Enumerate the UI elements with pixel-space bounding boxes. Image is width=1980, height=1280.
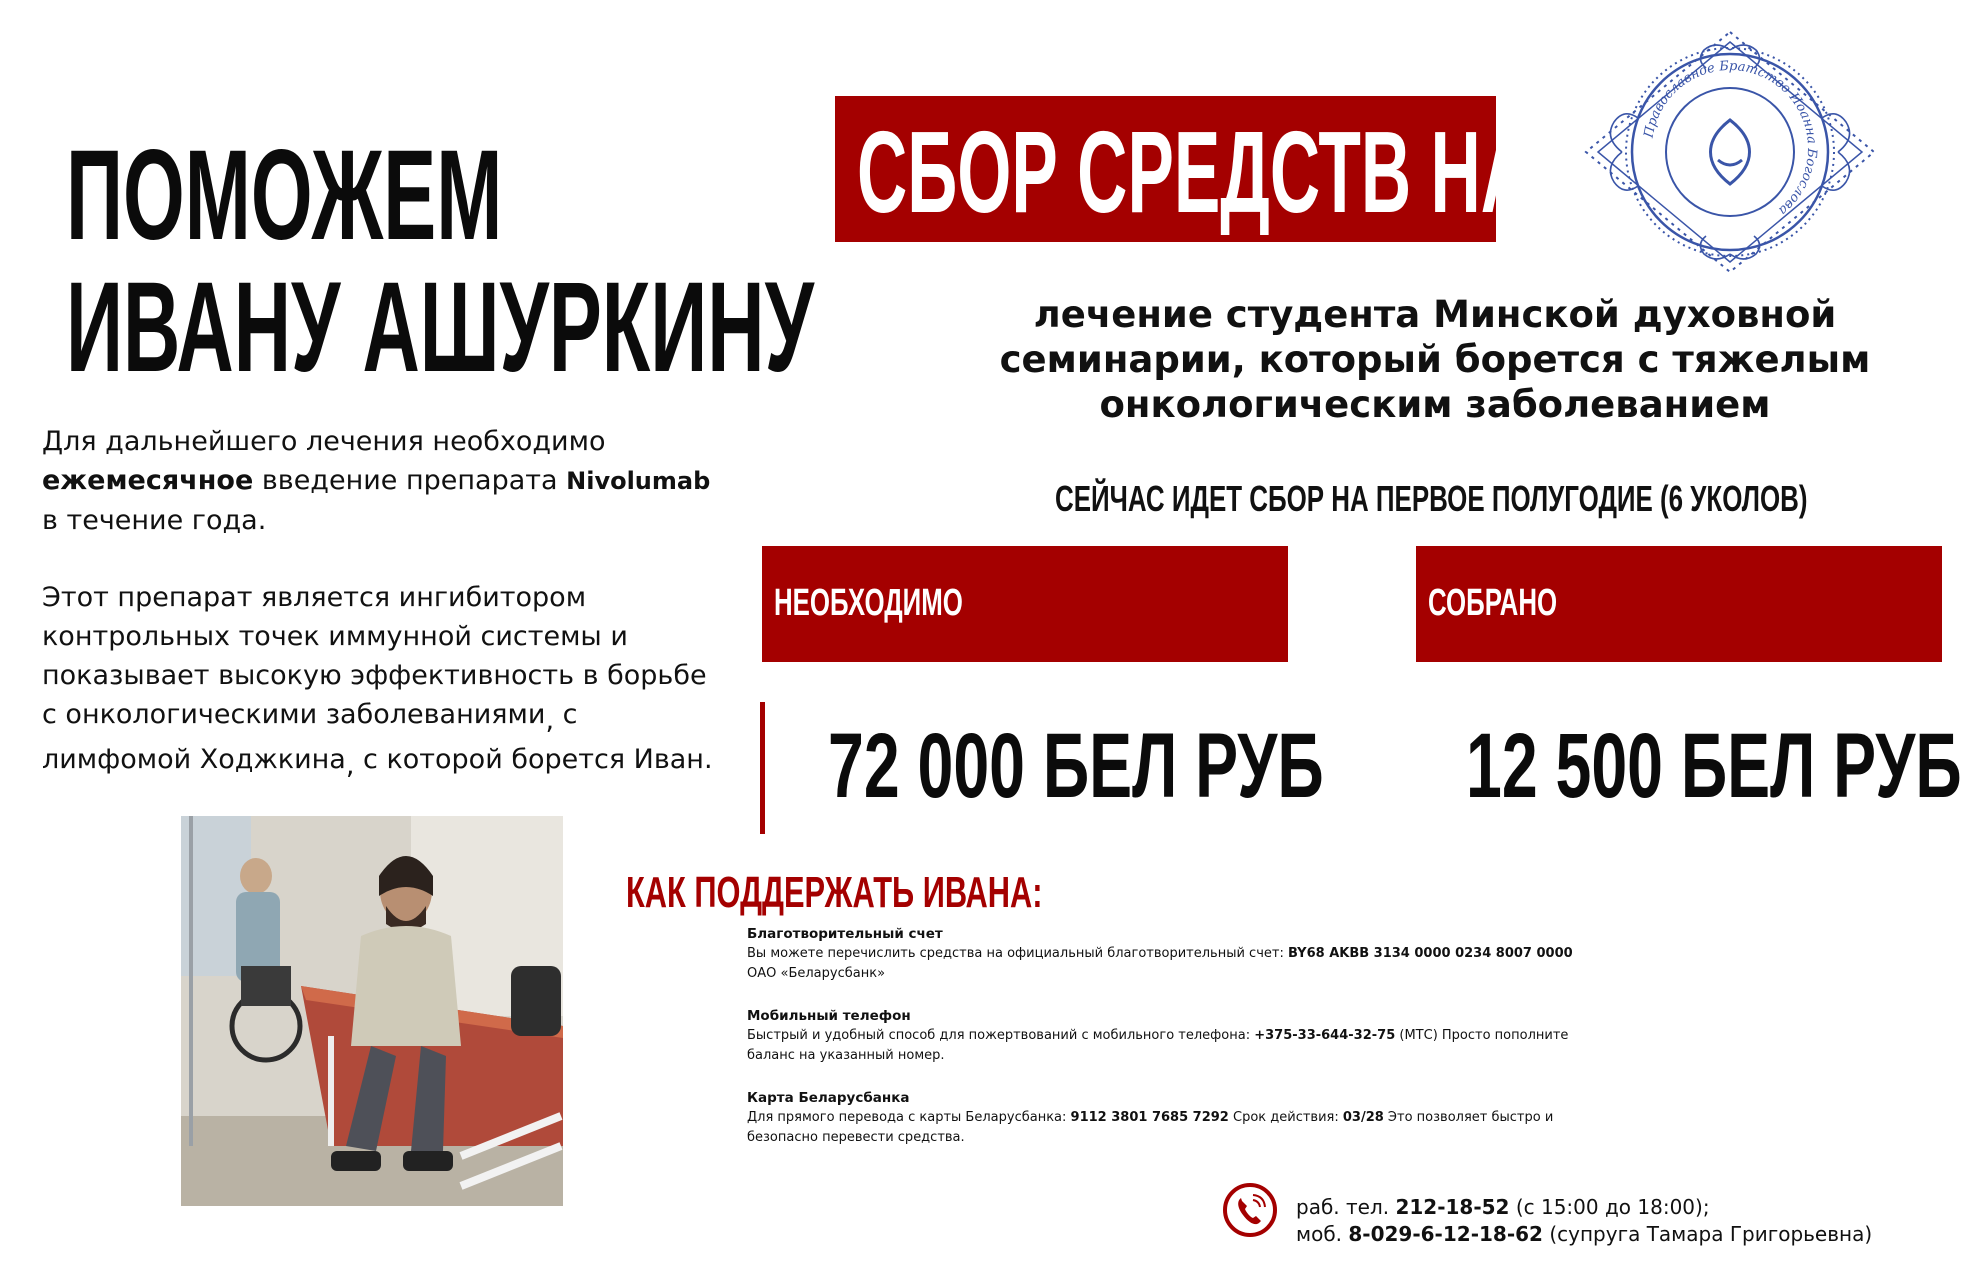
card-number[interactable]: 9112 3801 7685 7292 bbox=[1070, 1110, 1229, 1125]
support-title: КАК ПОДДЕРЖАТЬ ИВАНА: bbox=[626, 868, 1043, 917]
work-phone-number[interactable]: 212-18-52 bbox=[1395, 1195, 1510, 1219]
collected-box bbox=[1416, 546, 1942, 662]
bank-account-number[interactable]: BY68 AKBB 3134 0000 0234 8007 0000 bbox=[1287, 946, 1573, 961]
treatment-text-1: Для дальнейшего лечения необходимо bbox=[42, 426, 606, 457]
card-text bbox=[747, 1108, 1567, 1148]
card-block bbox=[747, 1088, 1607, 1148]
mobile-phone-prefix: моб. bbox=[1296, 1222, 1349, 1246]
fundraiser-title-bar bbox=[835, 96, 1532, 242]
phone-icon bbox=[1222, 1182, 1278, 1238]
brotherhood-emblem-icon bbox=[1582, 28, 1878, 276]
drug-description-paragraph bbox=[42, 578, 722, 785]
work-phone-prefix: раб. тел. bbox=[1296, 1195, 1396, 1219]
drug-text-2: с лимфомой Ходжкина bbox=[42, 699, 578, 775]
collection-note: СЕЙЧАС ИДЕТ СБОР НА ПЕРВОЕ ПОЛУГОДИЕ (6 УКОЛОВ) bbox=[1055, 478, 1808, 519]
treatment-paragraph bbox=[42, 422, 722, 540]
needed-amount: 72 000 БЕЛ РУБ bbox=[828, 715, 1324, 817]
fundraiser-title: СБОР СРЕДСТВ НА bbox=[857, 107, 1532, 237]
card-heading: Карта Беларусбанка bbox=[747, 1090, 910, 1106]
work-phone-line bbox=[1296, 1194, 1872, 1221]
purpose-line-1: лечение студента Минской духовной bbox=[1033, 293, 1837, 336]
drug-text-1: Этот препарат является ингибитором контрольных точек иммунной системы и показывает высокую эффективность в борьбе с онкологическими заболеваниями bbox=[42, 582, 707, 730]
treatment-bold-monthly: ежемесячное bbox=[42, 465, 254, 496]
headline-line-2: ИВАНУ АШУРКИНУ bbox=[66, 256, 814, 399]
patient-photo bbox=[181, 816, 563, 1206]
drug-name: Nivolumab bbox=[566, 467, 711, 495]
mobile-heading: Мобильный телефон bbox=[747, 1008, 911, 1024]
bank-account-description: Вы можете перечислить средства на официальный благотворительный счет: bbox=[747, 946, 1288, 961]
card-expiry-label: Срок действия: bbox=[1228, 1110, 1343, 1125]
mobile-description-2: (МТС) Просто пополните баланс на указанный номер. bbox=[747, 1028, 1569, 1063]
mobile-phone-note: (супруга Тамара Григорьевна) bbox=[1542, 1222, 1873, 1246]
purpose-line-2: семинарии, который борется с тяжелым bbox=[999, 338, 1871, 381]
amount-divider bbox=[760, 702, 765, 834]
mobile-block bbox=[747, 1006, 1607, 1066]
treatment-text-3: в течение года. bbox=[42, 505, 267, 536]
mobile-donation-number[interactable]: +375-33-644-32-75 bbox=[1254, 1028, 1396, 1043]
mobile-phone-number[interactable]: 8-029-6-12-18-62 bbox=[1348, 1222, 1543, 1246]
support-details bbox=[747, 924, 1607, 1170]
bank-account-heading: Благотворительный счет bbox=[747, 926, 943, 942]
headline-line-1: ПОМОЖЕМ bbox=[66, 124, 503, 267]
purpose-line-3: онкологическим заболеванием bbox=[1099, 383, 1771, 426]
bank-account-text bbox=[747, 944, 1607, 964]
card-description: Для прямого перевода с карты Беларусбанка: bbox=[747, 1110, 1071, 1125]
card-expiry: 03/28 bbox=[1342, 1110, 1384, 1125]
mobile-phone-line bbox=[1296, 1221, 1872, 1248]
mobile-description: Быстрый и удобный способ для пожертвований с мобильного телефона: bbox=[747, 1028, 1255, 1043]
treatment-text-2: введение препарата bbox=[253, 465, 567, 496]
fundraiser-purpose bbox=[980, 292, 1890, 427]
needed-box bbox=[762, 546, 1288, 662]
bank-name: ОАО «Беларусбанк» bbox=[747, 966, 886, 981]
contact-info bbox=[1296, 1194, 1872, 1248]
work-phone-hours: (с 15:00 до 18:00); bbox=[1509, 1195, 1710, 1219]
drug-comma-2: , bbox=[345, 750, 355, 781]
collected-amount: 12 500 БЕЛ РУБ bbox=[1466, 715, 1962, 817]
bank-account-block bbox=[747, 924, 1607, 984]
mobile-text bbox=[747, 1026, 1577, 1066]
needed-label: НЕОБХОДИМО bbox=[774, 582, 963, 624]
collected-label: СОБРАНО bbox=[1428, 582, 1558, 624]
drug-text-3: с которой борется Иван. bbox=[354, 744, 713, 775]
drug-comma-1: , bbox=[545, 705, 555, 736]
card-description-2: Это позволяет быстро и безопасно перевести средства. bbox=[747, 1110, 1554, 1145]
emblem-text: Православное Братство Иоанна Богослова bbox=[1641, 58, 1820, 218]
